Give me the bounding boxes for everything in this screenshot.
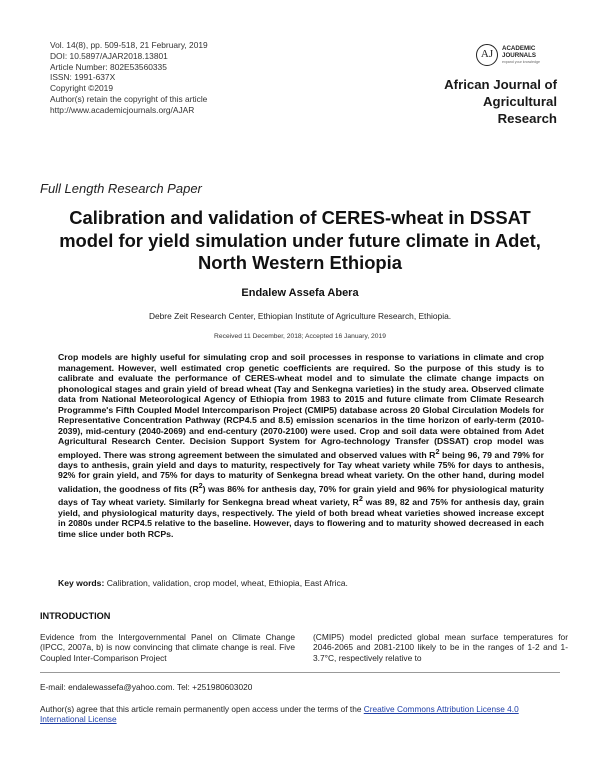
- abstract-superscript2: 2: [198, 480, 203, 490]
- abstract-part1: Crop models are highly useful for simulating crop and soil processes in response to variations in climate and crop management. However, well estimated crop genetic coefficients are required. So the purpose of this study is to calibrate and evaluate the performance of CERES-wheat model and to simulate the climate change impacts on phonological stages and grain yield of bread wheat (Tay and Senkegna varieties) in the study area. Observed climate data from National Meteorological Agency of Ethiopia from 1983 to 2015 and future climate from Climate Research Programme's Fifth Coupled Model Intercomparison Project (CMIP5) database across 20 Global Circulation Models for Representative Concentration Pathway (RCP4.5 and 8.5) emission scenarios in the time horizon of early-term (2010-2039), mid-century (2040-2069) and end-century (2070-2100) were used. Crop and soil data were obtained from Adet Agricultural Research Center. Decision Support System for Agro-technology Transfer (DSSAT) crop model was employed. There was strong agreement between the simulated and observed values with R: [58, 352, 544, 460]
- paper-title: Calibration and validation of CERES-wheat in DSSAT model for yield simulation under future climate in Adet, North Western Ethiopia: [59, 207, 541, 274]
- author-name: Endalew Assefa Abera: [241, 287, 359, 299]
- meta-article-number: Article Number: 802E53560335: [50, 61, 167, 72]
- section-heading-introduction: INTRODUCTION: [40, 611, 111, 621]
- keywords: [58, 578, 544, 588]
- abstract-part4: was 89, 82 and 75% for anthesis day, grain yield, and physiological maturity days, respectively. The yield of both bread wheat varieties showed increase except in 2080s under RCP4.5 relative to the baseline. However, days to flowering and to maturity showed decreased in each time slice under both RCPs.: [58, 497, 544, 539]
- license-link[interactable]: Creative Commons Attribution License 4.0 International License: [40, 704, 519, 725]
- received-dates: Received 11 December, 2018; Accepted 16 January, 2019: [214, 333, 386, 340]
- corresponding-email: E-mail: endalewassefa@yahoo.com. Tel: +251980603020: [40, 682, 253, 692]
- footnote-divider: [40, 672, 560, 673]
- intro-left-column: Evidence from the Intergovernmental Panel on Climate Change (IPCC, 2007a, b) is now convincing that climate change is real. Five Coupled Inter-Comparison Project: [40, 632, 295, 663]
- meta-rights: Author(s) retain the copyright of this article: [50, 93, 208, 104]
- journal-name-line1: African Journal of Agricultural: [444, 77, 557, 109]
- keywords-text: Calibration, validation, crop model, wheat, Ethiopia, East Africa.: [104, 578, 348, 588]
- logo-line1: ACADEMIC: [502, 45, 536, 52]
- meta-url[interactable]: http://www.academicjournals.org/AJAR: [50, 104, 195, 115]
- logo-line2: JOURNALS: [502, 51, 537, 59]
- meta-doi: DOI: 10.5897/AJAR2018.13801: [50, 50, 168, 61]
- intro-right-column: (CMIP5) model predicted global mean surface temperatures for 2046-2065 and 2081-2100 likely to be in the ranges of 1-2 and 1-3.7°C, respectively relative to: [313, 632, 568, 663]
- paper-type: Full Length Research Paper: [40, 181, 202, 196]
- article-metadata: [50, 40, 208, 116]
- keywords-label: Key words:: [58, 578, 105, 588]
- abstract-superscript3: 2: [358, 494, 363, 504]
- meta-copyright: Copyright ©2019: [50, 83, 113, 94]
- author-affiliation: Debre Zeit Research Center, Ethiopian Institute of Agriculture Research, Ethiopia.: [148, 311, 452, 321]
- publisher-logo: [476, 44, 556, 70]
- meta-issn: ISSN: 1991-637X: [50, 72, 116, 83]
- abstract-part2: being 96, 79 and 79% for days to anthesis, grain yield and days to maturity, respectively for Tay wheat variety while 75% for days to anthesis, 92% for grain yield, and 75% for days to maturity of Senkegna bread wheat variety. On the other hand, during model validation, the goodness of fits (R: [58, 449, 544, 494]
- license-statement: [40, 704, 560, 725]
- logo-tagline: expand your knowledge: [502, 60, 540, 64]
- license-text: Author(s) agree that this article remain permanently open access under the terms of the: [40, 704, 364, 714]
- abstract-part3: ) was 86% for anthesis day, 70% for grain yield and 96% for physiological maturity days of Tay wheat variety. Similarly for Senkegna bread wheat variety, R: [58, 483, 544, 508]
- logo-wordmark: [502, 46, 536, 59]
- logo-monogram-icon: AJ: [476, 44, 498, 66]
- journal-name-line2: Research: [497, 111, 557, 126]
- abstract: [58, 352, 544, 539]
- abstract-superscript1: 2: [435, 446, 440, 456]
- journal-name: [367, 76, 557, 127]
- meta-volume: Vol. 14(8), pp. 509-518, 21 February, 2019: [50, 40, 208, 50]
